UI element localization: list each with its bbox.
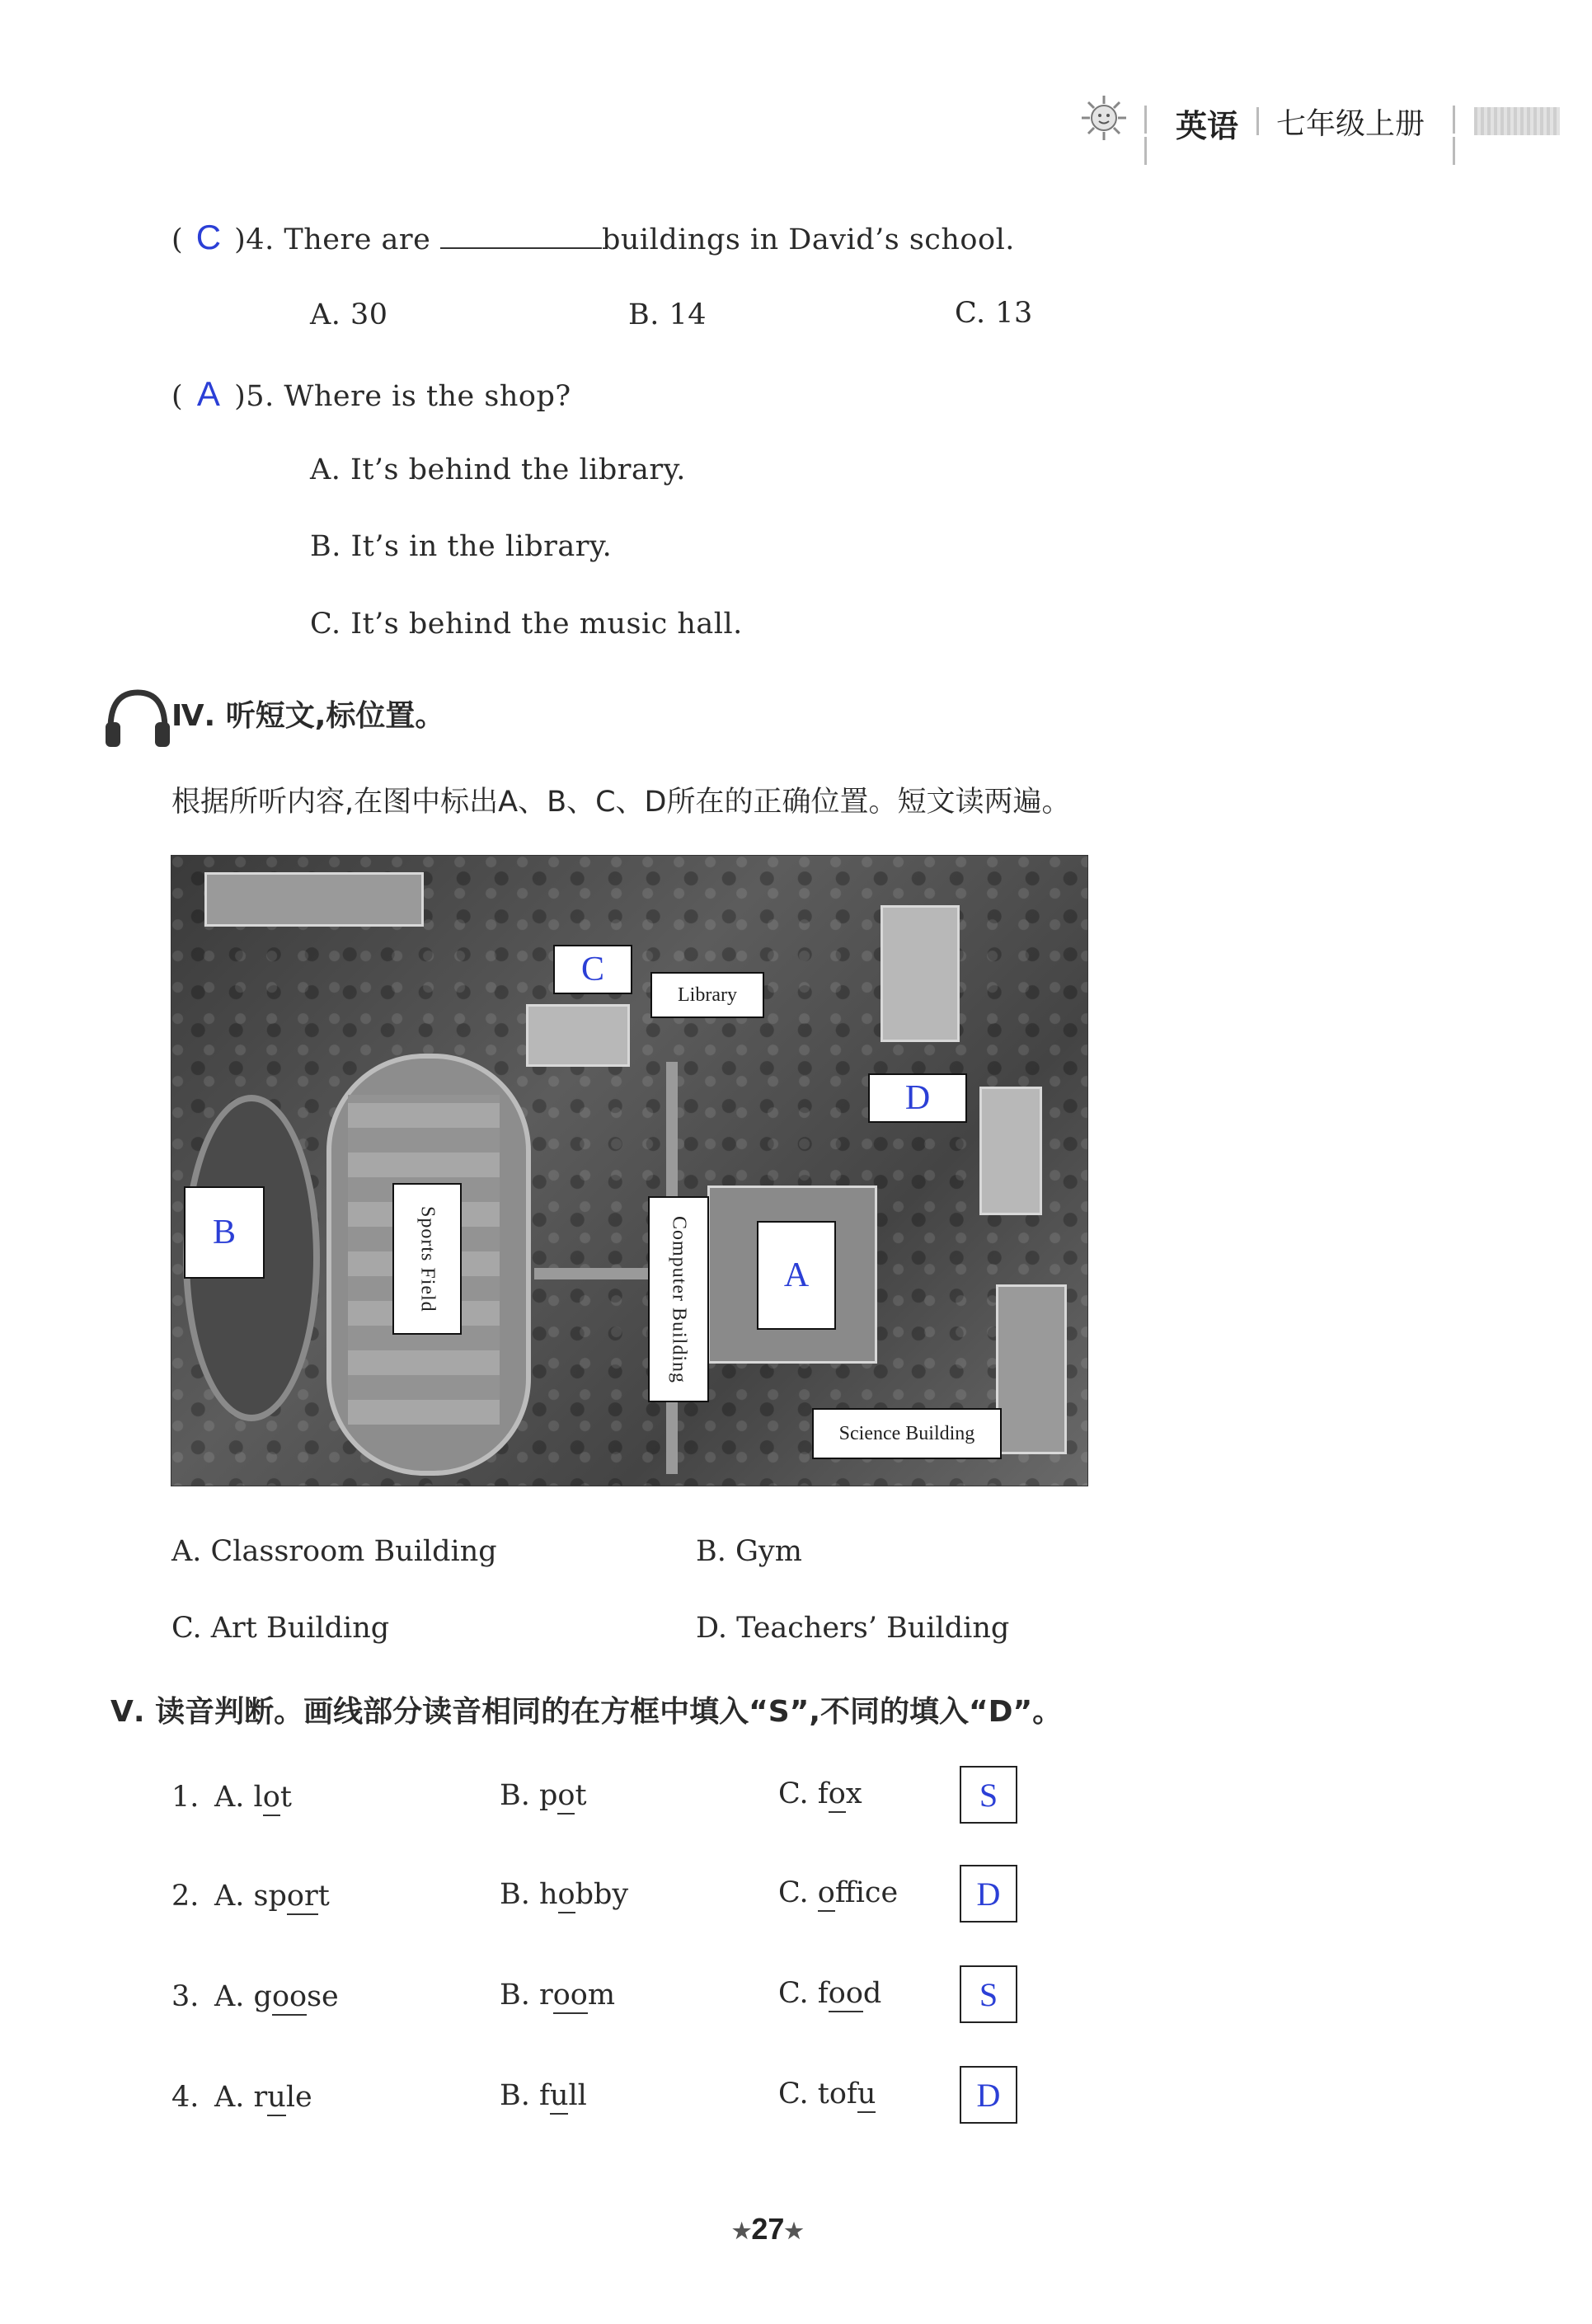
section-4-option-d: D. Teachers’ Building: [696, 1612, 1010, 1645]
phonics-row-3-a: A. goose: [214, 1980, 339, 2013]
map-label-computer-building: Computer Building: [648, 1196, 709, 1402]
star-icon: ★: [732, 2218, 752, 2243]
phonics-row-2-c: C. office: [778, 1876, 898, 1909]
map-label-sports-field: Sports Field: [392, 1183, 462, 1335]
map-label-b: B: [184, 1186, 265, 1279]
header-divider-bars: [1144, 106, 1153, 134]
phonics-row-4-number: 4.: [171, 2081, 200, 2114]
section-4-option-c: C. Art Building: [171, 1612, 390, 1645]
phonics-row-1-c: C. fox: [778, 1777, 862, 1810]
map-label-a: A: [757, 1221, 836, 1330]
headphone-icon: [102, 686, 173, 749]
section-4-instruction: 根据所听内容,在图中标出A、B、C、D所在的正确位置。短文读两遍。: [171, 786, 1071, 819]
question-4-blank: [440, 226, 602, 249]
header-divider: [1256, 107, 1259, 135]
question-4-answer: C: [195, 218, 222, 256]
building-shape-3: [881, 905, 960, 1042]
phonics-row-3-number: 3.: [171, 1980, 200, 2013]
sun-logo-icon: [1080, 94, 1128, 142]
building-shape-2: [526, 1004, 630, 1067]
phonics-row-1-number: 1.: [171, 1781, 200, 1814]
question-5-option-c: C. It’s behind the music hall.: [310, 608, 743, 641]
phonics-row-1-answer-box[interactable]: S: [960, 1766, 1017, 1824]
phonics-row-3-c: C. food: [778, 1977, 881, 2010]
question-4-number: )4.: [234, 223, 275, 256]
phonics-row-2-number: 2.: [171, 1880, 200, 1913]
phonics-row-1-b: B. pot: [500, 1779, 587, 1812]
phonics-row-4-c: C. tofu: [778, 2078, 876, 2110]
phonics-row-4-answer-box[interactable]: D: [960, 2066, 1017, 2124]
map-label-science-building: Science Building: [812, 1408, 1002, 1459]
question-5-option-b: B. It’s in the library.: [310, 530, 613, 563]
phonics-row-2-answer-box[interactable]: D: [960, 1865, 1017, 1923]
header-subject: 英语: [1176, 108, 1239, 144]
question-4-option-b: B. 14: [628, 298, 707, 331]
question-5-option-a: A. It’s behind the library.: [310, 453, 686, 486]
section-4-option-b: B. Gym: [696, 1535, 802, 1568]
section-4-option-a: A. Classroom Building: [171, 1535, 497, 1568]
question-4-text-before: There are: [284, 223, 431, 256]
question-5-number: )5.: [234, 380, 275, 413]
question-4-text-after: buildings in David’s school.: [601, 223, 1015, 256]
section-4-title: Ⅳ. 听短文,标位置。: [171, 699, 445, 733]
phonics-row-3-b: B. room: [500, 1979, 615, 2012]
campus-map: [171, 855, 1088, 1486]
building-shape-4: [979, 1087, 1042, 1215]
phonics-row-4-a: A. rule: [214, 2081, 312, 2114]
phonics-row-3-answer-box[interactable]: S: [960, 1965, 1017, 2023]
building-shape-6: [996, 1284, 1067, 1454]
map-label-c: C: [553, 945, 632, 994]
header-grey-bar: [1474, 107, 1560, 135]
phonics-row-2-a: A. sport: [214, 1880, 330, 1913]
phonics-row-2-b: B. hobby: [500, 1878, 628, 1911]
question-4-option-c: C. 13: [955, 297, 1033, 330]
question-4-option-a: A. 30: [310, 298, 388, 331]
question-5: ( A )5. Where is the shop?: [171, 374, 571, 413]
section-5-title: Ⅴ. 读音判断。画线部分读音相同的在方框中填入“S”,不同的填入“D”。: [110, 1695, 1063, 1729]
question-5-answer: A: [196, 374, 221, 413]
phonics-row-1-a: A. lot: [214, 1781, 292, 1814]
map-label-library: Library: [650, 972, 764, 1018]
phonics-row-4-b: B. full: [500, 2079, 587, 2112]
header-divider-bars-2: [1453, 106, 1461, 134]
page-number: ★27★: [732, 2212, 804, 2246]
header-grade: 七年级上册: [1276, 107, 1425, 141]
question-5-text: Where is the shop?: [284, 380, 571, 413]
question-4: ( C )4. There are buildings in David’s school.: [171, 218, 1015, 256]
map-label-d: D: [868, 1073, 967, 1123]
building-shape-5: [204, 872, 424, 927]
star-icon: ★: [784, 2218, 804, 2243]
